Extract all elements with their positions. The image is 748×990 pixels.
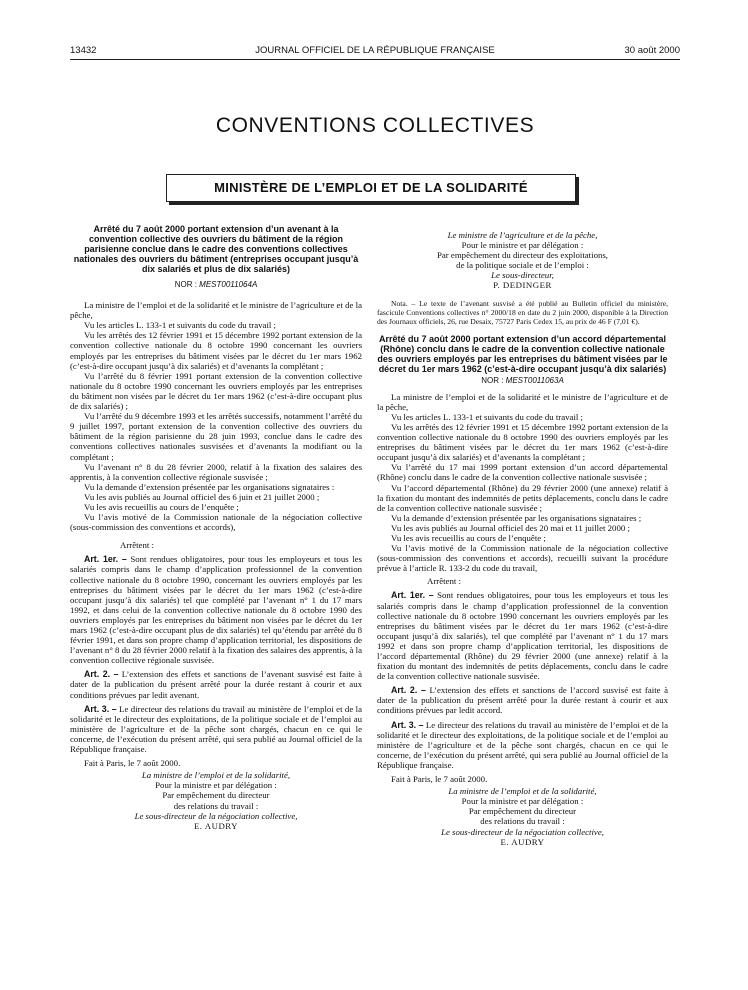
header-rule	[70, 59, 680, 60]
issue-date: 30 août 2000	[624, 45, 680, 56]
signature-line: Le sous-directeur de la négociation collective,	[134, 810, 298, 821]
signature-line: La ministre de l’emploi et de la solidarité,	[448, 786, 597, 797]
paragraph: Vu les avis publiés au Journal officiel des 20 mai et 11 juillet 2000 ;	[391, 522, 630, 533]
article-label: Art. 1er. –	[391, 590, 434, 601]
paragraph: Vu les avis recueillis au cours de l’enquête ;	[84, 501, 239, 512]
article-label: Art. 3. –	[84, 703, 117, 714]
article-label: Art. 2. –	[391, 685, 426, 696]
signature-line: Le sous-directeur,	[491, 270, 554, 281]
paragraph: Vu la demande d’extension présentée par les organisations signataires ;	[391, 512, 642, 523]
done-at: Fait à Paris, le 7 août 2000.	[84, 758, 181, 769]
signatory-name: P. DEDINGER	[493, 280, 552, 291]
article-text: Sont rendues obligatoires, pour tous les employeurs et tous les salariés compris dans le champ d’application professionnel de la convention collective nationale du 8 octobre 1990, concernant les ouvriers employés par les entreprises du bâtiment visées par le décret du 1er mars 1962 (c’est-à-dire occupant jusqu’à dix salariés) tel que complété par l’avenant n° 1 du 17 mars 1992, et dans celui de la convention collective nationale du 8 octobre 1990 des ouvriers employés par les entreprises du bâtiment non visées par le décret du 1er mars 1962 (c’est-à-dire occupant plus de dix salariés) tel qu’étendu par arrêté du 8 février 1991, et dans son propre champ d’application territorial, les dispositions de l’avenant n° 8 du 28 février 2000 relatif à la fixation des salaires des apprentis, à la convention collective régionale susvisée.	[70, 554, 362, 666]
nor-reference	[377, 376, 668, 386]
nor-code: MEST0011064A	[199, 280, 258, 289]
article-text: L’extension des effets et sanctions de l’avenant susvisé est faite à dater de la publication du présent arrêté pour la durée restant à courir et aux conditions prévues par ledit avenant.	[70, 669, 362, 700]
paragraph: Vu l’avis motivé de la Commission nationale de la négociation collective (sous-commission des conventions et accords), recueilli suivant la procédure prévue à l’article R. 133-2 du code du travail,	[377, 543, 668, 574]
paragraph: Vu l’arrêté du 9 décembre 1993 et les arrêtés successifs, notamment l’arrêté du 9 juillet 1997, portant extension de la convention collective des ouvriers du bâtiment de la région parisienne du 28 juin 1993, conclue dans le cadre des conventions collectives nationales susvisées et d’avenants la modifiant ou la complétant ;	[70, 411, 362, 462]
ministry-box	[166, 174, 576, 202]
nota-note: Nota. – Le texte de l’avenant susvisé a été publié au Bulletin officiel du ministère, fascicule Conventions collectives n° 2000/18 en date du 2 juin 2000, disponible à la Direction des Journaux officiels, 26, rue Desaix, 75727 Paris Cedex 15, au prix de 46 F (7,01 €).	[377, 298, 668, 326]
article	[70, 669, 362, 699]
journal-title: JOURNAL OFFICIEL DE LA RÉPUBLIQUE FRANÇAISE	[255, 45, 495, 56]
nor-code: MEST0011063A	[505, 375, 564, 385]
signature-line: Par empêchement du directeur	[468, 806, 577, 817]
article-label: Art. 1er. –	[84, 554, 127, 565]
paragraph: Vu les arrêtés des 12 février 1991 et 15 décembre 1992 portant extension de la convention collective nationale du 8 octobre 1990 des ouvriers employés par les entreprises du bâtiment visées par le décret du 1er mars 1962 (c’est-à-dire occupant jusqu’à dix salariés) et d’avenants la complétant ;	[377, 421, 668, 463]
signature-line: de la politique sociale et de l’emploi :	[456, 260, 589, 271]
article	[70, 704, 362, 754]
right-column	[377, 230, 668, 847]
ministry-name: MINISTÈRE DE L’EMPLOI ET DE LA SOLIDARITÉ	[214, 180, 528, 195]
paragraph: Vu l’accord départemental (Rhône) du 29 février 2000 (une annexe) relatif à la fixation du montant des indemnités de petits déplacements, conclu dans le cadre de la convention collective nationale susvisée ;	[377, 482, 668, 513]
nor-label: NOR :	[174, 280, 200, 289]
paragraph: La ministre de l’emploi et de la solidarité et le ministre de l’agriculture et de la pêche,	[377, 391, 668, 412]
nor-reference	[70, 280, 362, 290]
article-text: Le directeur des relations du travail au ministère de l’emploi et de la solidarité et le directeur des exploitations, de la politique sociale et de l’emploi au ministère de l’agriculture et de la pêche sont chargés, chacun en ce qui le concerne, de l’exécution du présent arrêté, qui sera publié au Journal officiel de la République française.	[70, 703, 362, 755]
left-column	[70, 224, 362, 831]
signature-line: Le ministre de l’agriculture et de la pêche,	[447, 230, 598, 240]
signature-line: Le sous-directeur de la négociation collective,	[441, 826, 604, 837]
running-header	[70, 45, 680, 59]
signature-line: des relations du travail :	[173, 800, 259, 811]
article-text: Le directeur des relations du travail au ministère de l’emploi et de la solidarité et le directeur des exploitations, de la politique sociale et de l’emploi au ministère de l’agriculture et de la pêche sont chargés, chacun en ce qui le concerne, de l’exécution du présent arrêté, qui sera publié au Journal officiel de la République française.	[377, 719, 668, 770]
page-number: 13432	[70, 45, 97, 56]
paragraph: Vu l’arrêté du 17 mai 1999 portant extension d’un accord départemental (Rhône) conclu dans le cadre de la convention collective nationale susvisée ;	[377, 462, 668, 483]
article	[377, 685, 668, 715]
signature-line: des relations du travail :	[480, 816, 565, 827]
paragraph: Vu la demande d’extension présentée par les organisations signataires :	[84, 481, 335, 492]
paragraph: La ministre de l’emploi et de la solidarité et le ministre de l’agriculture et de la pêche,	[70, 300, 362, 321]
paragraph: Vu les articles L. 133-1 et suivants du code du travail ;	[391, 411, 583, 422]
article-label: Art. 3. –	[391, 719, 424, 730]
signature-line: Pour la ministre et par délégation :	[461, 796, 584, 807]
done-at: Fait à Paris, le 7 août 2000.	[391, 774, 488, 785]
paragraph: Vu les avis publiés au Journal officiel des 6 juin et 21 juillet 2000 ;	[84, 491, 320, 502]
signatory-name: E. AUDRY	[500, 836, 545, 847]
article	[377, 720, 668, 770]
nor-label: NOR :	[481, 375, 506, 385]
paragraph: Vu l’arrêté du 8 février 1991 portant extension de la convention collective nationale du 8 octobre 1990 concernant les ouvriers employés par les entreprises du bâtiment non visées par le décret du 1er mars 1962 (c’est-à-dire occupant plus de dix salariés) ;	[70, 370, 362, 412]
decree-heading: Arrêté du 7 août 2000 portant extension d’un accord départemental (Rhône) conclu dans le cadre de la convention collective nationale des ouvriers employés par les entreprises du bâtiment visées par le décret du 1er mars 1962 (c’est-à-dire occupant jusqu’à dix salariés)	[377, 333, 668, 374]
paragraph: Vu les articles L. 133-1 et suivants du code du travail ;	[84, 320, 276, 331]
paragraph: Vu les avis recueillis au cours de l’enquête ;	[391, 532, 546, 543]
article-text: Sont rendues obligatoires, pour tous les employeurs et tous les salariés compris dans le champ d’application professionnel de la convention collective nationale du 8 octobre 1990 concernant les ouvriers employés par les entreprises du bâtiment visées par le décret du 1er mars 1962 (c’est-à-dire occupant jusqu’à dix salariés), tel que complété par l’avenant n° 1 du 17 mars 1992 et dans son propre champ d’application territorial, les dispositions de l’accord départemental (Rhône) du 29 février 2000 (une annexe) relatif à la fixation du montant des indemnités de petits déplacements, conclu dans le cadre de la convention collective nationale susvisée.	[377, 590, 668, 682]
article	[377, 590, 668, 681]
paragraph: Vu l’avenant n° 8 du 28 février 2000, relatif à la fixation des salaires des apprentis, à la convention collective régionale susvisée ;	[70, 461, 362, 482]
signature-line: Par empêchement du directeur	[162, 790, 270, 801]
signature-line: La ministre de l’emploi et de la solidarité,	[141, 770, 291, 781]
arrete-line: Arrêtent :	[427, 576, 461, 587]
signatory-name: E. AUDRY	[193, 820, 239, 831]
signature-line: Par empêchement du directeur des exploitations,	[437, 250, 608, 261]
article-label: Art. 2. –	[84, 669, 119, 680]
signature-line: Pour le ministre et par délégation :	[461, 240, 584, 251]
section-title: CONVENTIONS COLLECTIVES	[215, 114, 535, 137]
article-text: L’extension des effets et sanctions de l’accord susvisé est faite à dater de la publication du présent arrêté pour la durée restant à courir et aux conditions prévues par ledit accord.	[377, 685, 668, 716]
arrete-line: Arrêtent :	[120, 540, 154, 551]
paragraph: Vu l’avis motivé de la Commission nationale de la négociation collective (sous-commission des conventions et accords),	[70, 512, 362, 533]
article	[70, 554, 362, 665]
paragraph: Vu les arrêtés des 12 février 1991 et 15 décembre 1992 portant extension de la convention collective nationale du 8 octobre 1990 concernant les ouvriers employés par les entreprises du bâtiment visées par le décret du 1er mars 1962 (c’est-à-dire occupant jusqu’à dix salariés) et d’avenants la complétant ;	[70, 330, 362, 371]
decree-heading: Arrêté du 7 août 2000 portant extension d’un avenant à la convention collective des ouvriers du bâtiment de la région parisienne conclue dans le cadre des conventions collectives nationales des ouvriers du bâtiment (entreprises occupant jusqu’à dix salariés et plus de dix salariés)	[73, 224, 359, 274]
signature-line: Pour la ministre et par délégation :	[155, 780, 277, 791]
